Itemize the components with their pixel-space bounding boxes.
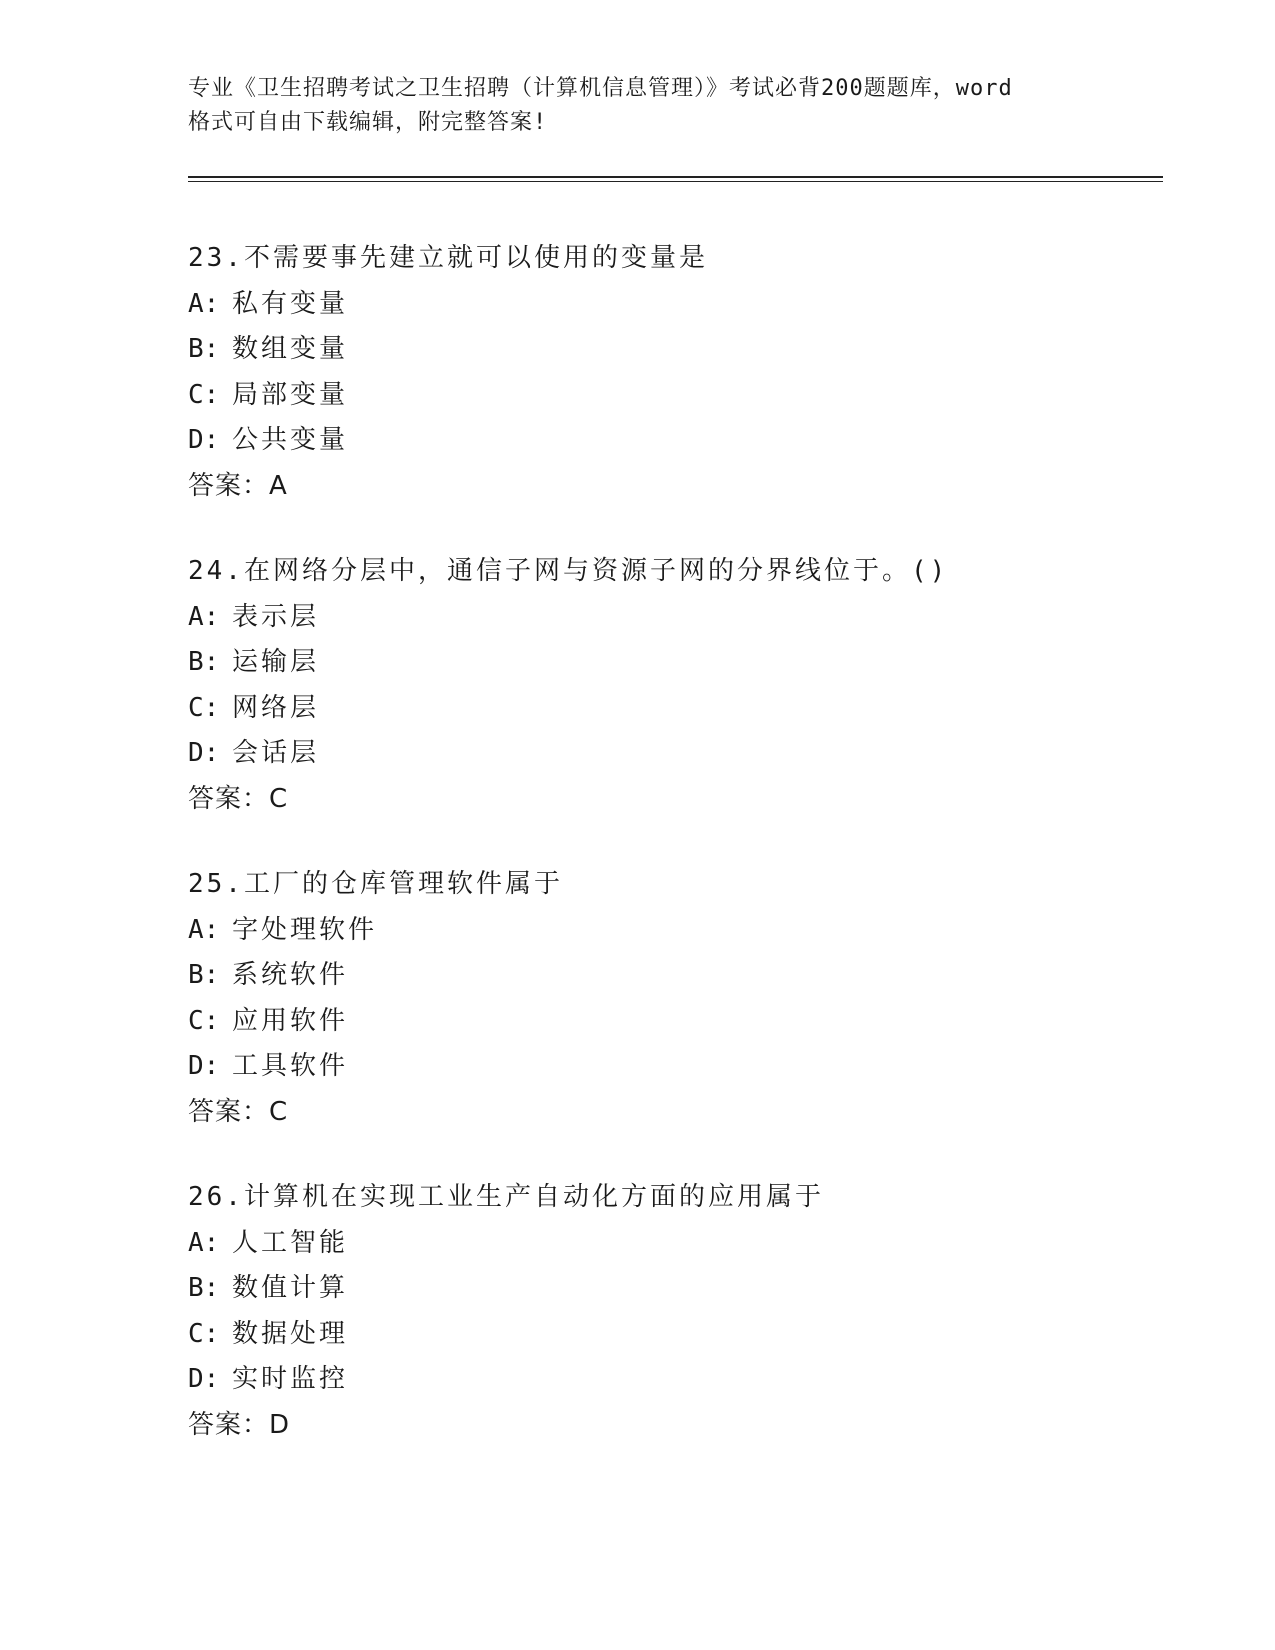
- option-a: [188, 1221, 1168, 1267]
- option-d: [188, 1357, 1168, 1403]
- option-letter: A:: [188, 601, 220, 632]
- option-b: [188, 1266, 1168, 1312]
- option-a: [188, 595, 1168, 641]
- header-line-1: 专业《卫生招聘考试之卫生招聘（计算机信息管理）》考试必背200题题库，word: [188, 76, 1013, 101]
- option-letter: C:: [188, 1318, 220, 1349]
- question-list: [188, 236, 1168, 1488]
- option-b: [188, 327, 1168, 373]
- answer-line: 答案：D: [188, 1409, 291, 1440]
- option-text: 人工智能: [232, 1227, 349, 1258]
- answer-line: 答案：C: [188, 1096, 289, 1127]
- option-letter: D:: [188, 1051, 220, 1081]
- option-letter: C:: [188, 692, 220, 723]
- option-text: 私有变量: [232, 288, 349, 319]
- option-a: [188, 282, 1168, 328]
- question-stem: 25.工厂的仓库管理软件属于: [188, 869, 563, 899]
- option-text: 运输层: [232, 647, 320, 677]
- answer-line: 答案：A: [188, 470, 288, 501]
- header-divider: [188, 176, 1163, 182]
- question-stem: 26.计算机在实现工业生产自动化方面的应用属于: [188, 1182, 824, 1212]
- option-letter: D:: [188, 1364, 220, 1394]
- question-24: [188, 549, 1168, 822]
- option-letter: B:: [188, 647, 220, 677]
- option-b: [188, 640, 1168, 686]
- option-letter: B:: [188, 960, 220, 990]
- question-26: [188, 1175, 1168, 1448]
- option-letter: C:: [188, 379, 220, 410]
- option-text: 数值计算: [232, 1273, 349, 1303]
- option-text: 字处理软件: [232, 914, 378, 945]
- option-text: 公共变量: [232, 425, 349, 455]
- question-25: [188, 862, 1168, 1135]
- option-text: 表示层: [232, 601, 320, 632]
- option-c: [188, 999, 1168, 1045]
- option-text: 数组变量: [232, 334, 349, 364]
- option-letter: A:: [188, 914, 220, 945]
- option-c: [188, 373, 1168, 419]
- option-text: 应用软件: [232, 1005, 349, 1036]
- answer-line: 答案：C: [188, 783, 289, 814]
- option-c: [188, 1312, 1168, 1358]
- option-letter: A:: [188, 1227, 220, 1258]
- option-d: [188, 731, 1168, 777]
- header-line-2: 格式可自由下载编辑，附完整答案!: [188, 110, 548, 135]
- option-b: [188, 953, 1168, 999]
- option-d: [188, 1044, 1168, 1090]
- question-23: [188, 236, 1168, 509]
- document-header: [188, 72, 1088, 140]
- option-text: 数据处理: [232, 1318, 349, 1349]
- option-letter: D:: [188, 425, 220, 455]
- option-d: [188, 418, 1168, 464]
- option-a: [188, 908, 1168, 954]
- option-c: [188, 686, 1168, 732]
- option-letter: C:: [188, 1005, 220, 1036]
- option-text: 实时监控: [232, 1364, 349, 1394]
- option-letter: A:: [188, 288, 220, 319]
- question-stem: 24.在网络分层中，通信子网与资源子网的分界线位于。(): [188, 556, 949, 586]
- option-letter: D:: [188, 738, 220, 768]
- option-letter: B:: [188, 334, 220, 364]
- option-text: 系统软件: [232, 960, 349, 990]
- question-stem: 23.不需要事先建立就可以使用的变量是: [188, 243, 708, 273]
- option-text: 会话层: [232, 738, 320, 768]
- option-letter: B:: [188, 1273, 220, 1303]
- option-text: 工具软件: [232, 1051, 349, 1081]
- option-text: 局部变量: [232, 379, 349, 410]
- option-text: 网络层: [232, 692, 320, 723]
